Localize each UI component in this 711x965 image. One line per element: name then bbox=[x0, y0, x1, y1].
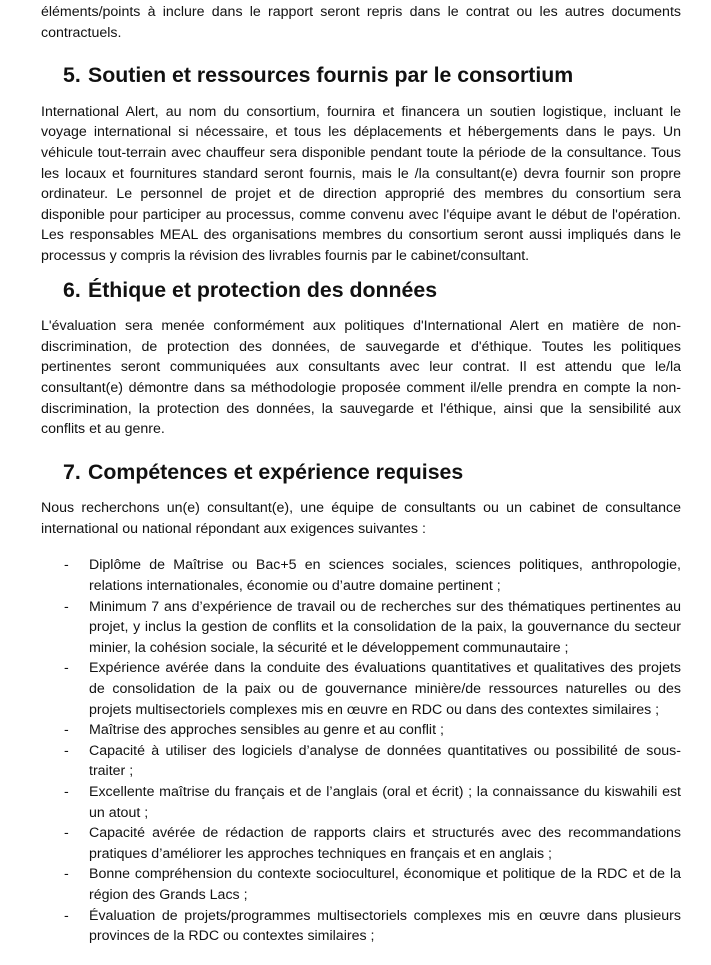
list-bullet: - bbox=[64, 598, 69, 615]
section-6-heading bbox=[41, 277, 681, 302]
list-bullet: - bbox=[64, 742, 69, 759]
list-bullet: - bbox=[64, 907, 69, 924]
list-bullet: - bbox=[64, 866, 69, 883]
list-item bbox=[41, 555, 681, 596]
list-item bbox=[41, 906, 681, 947]
section-5-heading bbox=[41, 65, 681, 86]
list-item bbox=[41, 658, 681, 720]
list-item bbox=[41, 741, 681, 782]
list-item-text: Expérience avérée dans la conduite des évaluations quantitatives et qualitatives des projets de consolidation de la paix ou de gouvernance minière/de ressources naturelles ou des projets multisectoriels complexes mis en œuvre en RDC ou dans des contextes similaires ; bbox=[89, 660, 681, 718]
list-bullet: - bbox=[64, 784, 69, 800]
list-item-text: Capacité à utiliser des logiciels d’analyse de données quantitatives ou possibilité de sous-traiter ; bbox=[89, 742, 681, 780]
list-item bbox=[41, 823, 681, 864]
list-item-text: Diplôme de Maîtrise ou Bac+5 en sciences sociales, sciences politiques, anthropologie, relations internationales, économie ou d’autre domaine pertinent ; bbox=[89, 557, 681, 595]
list-item bbox=[41, 782, 681, 823]
section-5-number: 5. bbox=[63, 63, 81, 88]
list-item-text: Excellente maîtrise du français et de l’anglais (oral et écrit) ; la connaissance du kiswahili est un atout ; bbox=[89, 784, 681, 821]
list-item-text: Bonne compréhension du contexte socioculturel, économique et politique de la RDC et de la région des Grands Lacs ; bbox=[89, 866, 681, 903]
list-item bbox=[41, 864, 681, 905]
list-bullet: - bbox=[64, 557, 69, 574]
list-bullet: - bbox=[64, 722, 69, 739]
section-5-paragraph: International Alert, au nom du consortium, fournira et financera un soutien logistique, incluant le voyage international si nécessaire, et tous les déplacements et hébergements dans le pays. Un véhicule tout-terrain avec chauffeur sera disponible pendant toute la période de la consultance. Tous les locaux et fournitures standard seront fournis, mais le /la consultant(e) devra fournir son propre ordinateur. Le personnel de projet et de direction approprié des membres du consortium sera disponible pour participer au processus, comme convenu avec l'équipe avant le début de l'opération. Les responsables MEAL des organisations membres du consortium seront aussi impliqués dans le processus y compris la révision des livrables fournis par le cabinet/consultant. bbox=[41, 103, 681, 264]
section-6-number: 6. bbox=[63, 277, 81, 302]
list-bullet: - bbox=[64, 660, 69, 677]
section-7-title: Compétences et expérience requises bbox=[88, 459, 464, 484]
intro-fragment: éléments/points à inclure dans le rapport seront repris dans le contrat ou les autres documents contractuels. bbox=[41, 4, 681, 41]
section-6-paragraph: L'évaluation sera menée conformément aux politiques d'International Alert en matière de non-discrimination, de protection des données, de sauvegarde et d'éthique. Toutes les politiques pertinentes seront communiquées aux consultants avec leur contrat. Il est attendu que le/la consultant(e) démontre dans sa méthodologie proposée comment il/elle prendra en compte la non-discrimination, la protection des données, la sauvegarde et l'éthique, ainsi que la sensibilité aux conflits et au genre. bbox=[41, 318, 681, 438]
list-item-text: Capacité avérée de rédaction de rapports clairs et structurés avec des recommandations pratiques d’améliorer les approches techniques en français et en anglais ; bbox=[89, 825, 681, 862]
list-item-text: Évaluation de projets/programmes multisectoriels complexes mis en œuvre dans plusieurs provinces de la RDC ou contextes similaires ; bbox=[89, 907, 681, 945]
section-7-paragraph: Nous recherchons un(e) consultant(e), une équipe de consultants ou un cabinet de consultance international ou national répondant aux exigences suivantes : bbox=[41, 500, 681, 537]
list-bullet: - bbox=[64, 825, 69, 842]
section-7-heading bbox=[41, 459, 681, 484]
list-item bbox=[41, 597, 681, 659]
requirements-list bbox=[41, 555, 681, 946]
list-item-text: Minimum 7 ans d’expérience de travail ou de recherches sur des thématiques pertinentes au projet, y inclus la gestion de conflits et la consolidation de la paix, la gouvernance du secteur minier, la cohésion sociale, la sécurité et le développement communautaire ; bbox=[89, 598, 681, 656]
section-6-title: Éthique et protection des données bbox=[88, 277, 438, 302]
list-item-text: Maîtrise des approches sensibles au genre et au conflit ; bbox=[89, 722, 444, 739]
section-5-title: Soutien et ressources fournis par le consortium bbox=[88, 63, 574, 88]
section-7-number: 7. bbox=[63, 459, 81, 484]
list-item bbox=[41, 720, 681, 741]
